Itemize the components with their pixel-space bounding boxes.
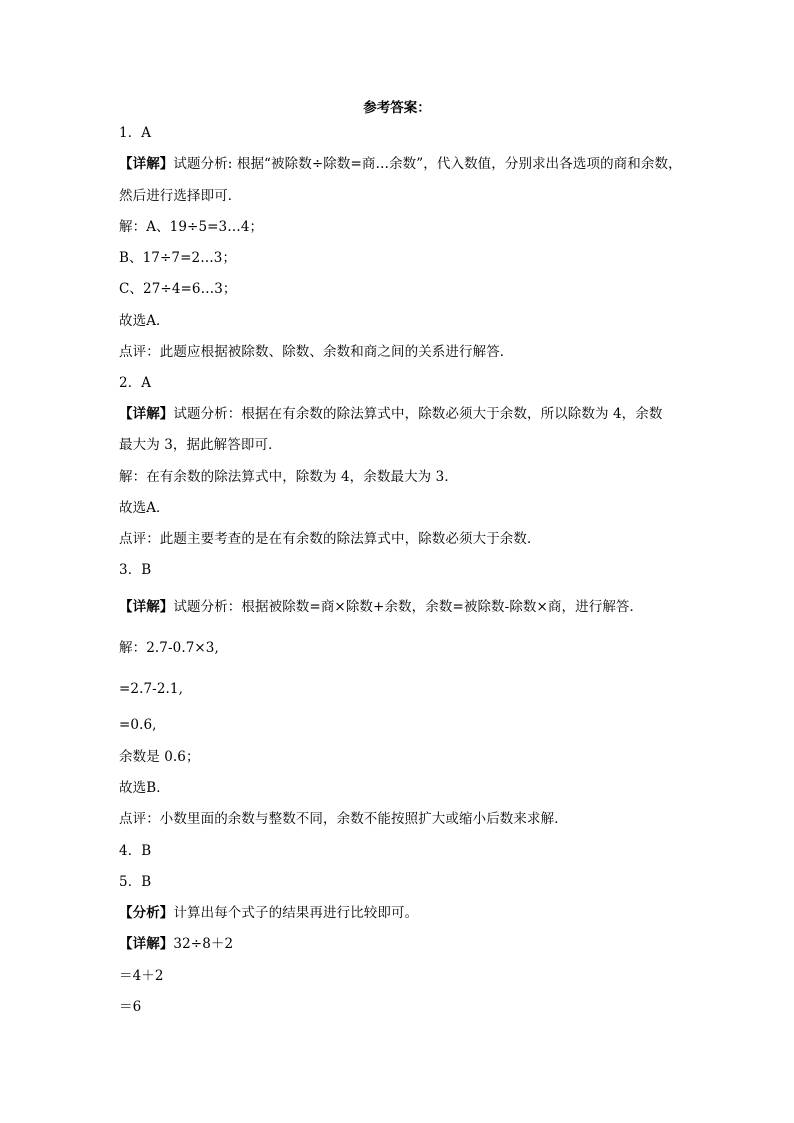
answer-number: 4．B	[119, 843, 152, 859]
text-line	[119, 598, 643, 616]
text-line: 点评：此题应根据被除数、除数、余数和商之间的关系进行解答．	[119, 344, 514, 360]
line-text: 32÷8＋2	[173, 936, 234, 952]
line-text: 计算出每个式子的结果再进行比较即可。	[173, 905, 419, 921]
text-line: C、27÷4=6…3；	[119, 281, 237, 297]
line-text: 试题分析：根据被除数=商×除数+余数，余数=被除数-除数×商，进行解答．	[173, 599, 644, 615]
text-line: 故选A．	[119, 500, 170, 516]
text-line: 最大为 3，据此解答即可．	[119, 437, 282, 453]
text-line	[119, 155, 682, 173]
text-line: 点评：此题主要考查的是在有余数的除法算式中，除数必须大于余数．	[119, 531, 541, 547]
text-line: 解：A、19÷5=3…4；	[119, 219, 264, 235]
line-text: 试题分析: 根据“被除数÷除数=商…余数”，代入数值，分别求出各选项的商和余数，	[173, 156, 682, 172]
text-line: 故选B．	[119, 780, 170, 796]
text-line: 解：在有余数的除法算式中，除数为 4，余数最大为 3．	[119, 469, 458, 485]
text-line: =0.6,	[119, 717, 157, 733]
text-line: ＝6	[119, 999, 142, 1015]
text-line	[119, 405, 663, 423]
answer-number: 1．A	[119, 125, 152, 141]
answer-number: 2．A	[119, 375, 152, 391]
answer-number: 5．B	[119, 874, 152, 890]
answer-key-title: 参考答案：	[363, 100, 431, 116]
text-line: 解：2.7-0.7×3,	[119, 640, 219, 656]
text-line: 然后进行选择即可．	[119, 188, 242, 204]
text-line: =2.7-2.1,	[119, 681, 184, 697]
text-line: 故选A．	[119, 313, 170, 329]
section-tag: 【详解】	[119, 156, 174, 172]
section-tag: 【详解】	[119, 936, 174, 952]
section-tag: 【详解】	[119, 599, 174, 615]
text-line: 余数是 0.6；	[119, 749, 200, 765]
section-tag: 【分析】	[119, 905, 174, 921]
text-line	[119, 935, 233, 953]
text-line	[119, 904, 418, 922]
text-line: ＝4＋2	[119, 968, 164, 984]
section-tag: 【详解】	[119, 406, 174, 422]
line-text: 试题分析：根据在有余数的除法算式中，除数必须大于余数，所以除数为 4，余数	[173, 406, 663, 422]
text-line: 点评：小数里面的余数与整数不同，余数不能按照扩大或缩小后数来求解．	[119, 811, 568, 827]
answer-number: 3．B	[119, 562, 152, 578]
text-line: B、17÷7=2…3；	[119, 250, 237, 266]
